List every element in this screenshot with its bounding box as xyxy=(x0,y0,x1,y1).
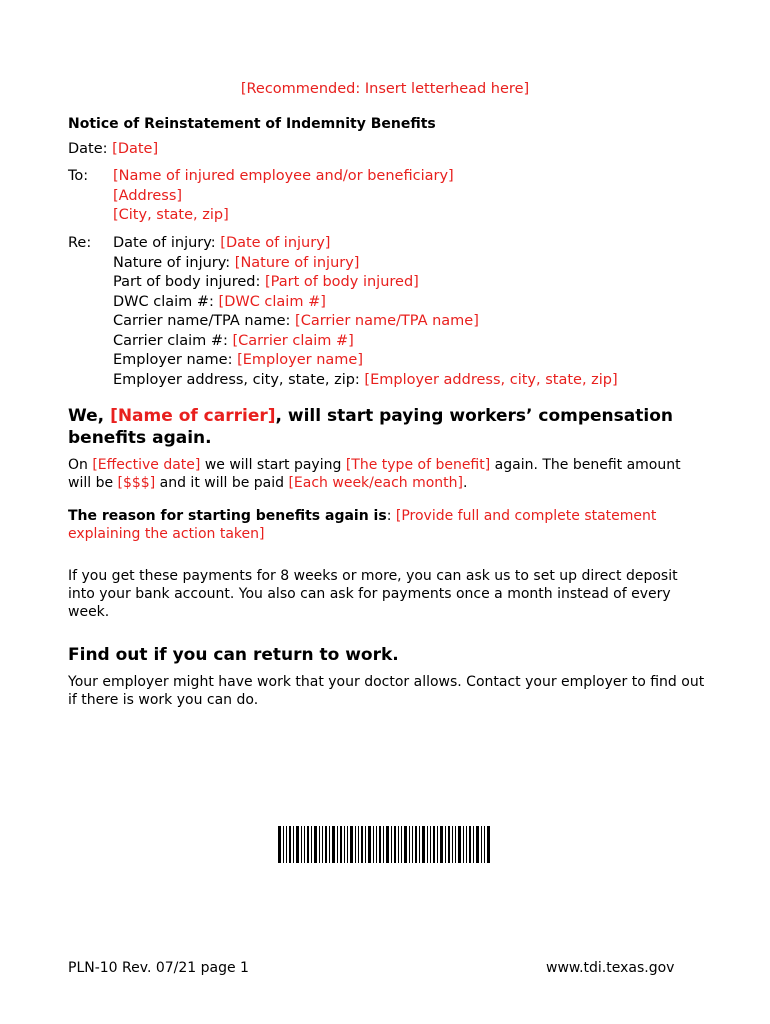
re-field: Nature of injury: [Nature of injury] xyxy=(113,254,360,271)
re-label: Re: xyxy=(68,235,92,251)
frequency-placeholder: [Each week/each month] xyxy=(288,475,463,491)
re-field: DWC claim #: [DWC claim #] xyxy=(113,293,326,310)
reason-label: The reason for starting benefits again is xyxy=(68,508,387,524)
effective-date-placeholder: [Effective date] xyxy=(92,457,201,473)
re-field: Carrier claim #: [Carrier claim #] xyxy=(113,332,354,349)
re-field: Part of body injured: [Part of body injured] xyxy=(113,274,419,290)
date-placeholder: [Date] xyxy=(112,141,159,157)
to-block xyxy=(113,167,454,226)
re-field: Employer name: [Employer name] xyxy=(113,352,363,368)
carrier-name-placeholder: [Name of carrier] xyxy=(110,406,276,426)
footer-website: www.tdi.texas.gov xyxy=(546,960,675,976)
barcode-image xyxy=(278,826,493,863)
to-label: To: xyxy=(68,168,89,184)
return-to-work-paragraph: Your employer might have work that your doctor allows. Contact your employer to find out if there is work you can do. xyxy=(68,674,705,708)
re-field: Employer address, city, state, zip: [Employer address, city, state, zip] xyxy=(113,371,618,388)
reason-placeholder: [Provide full and complete statement explaining the action taken] xyxy=(68,508,657,542)
heading-return-to-work: Find out if you can return to work. xyxy=(68,645,399,665)
to-address-placeholder: [Address] xyxy=(113,187,183,204)
amount-placeholder: [$$$] xyxy=(117,475,156,491)
to-name-placeholder: [Name of injured employee and/or beneficiary] xyxy=(113,168,454,184)
date-label: Date: xyxy=(68,141,113,157)
re-field: Date of injury: [Date of injury] xyxy=(113,235,331,251)
letterhead-placeholder: [Recommended: Insert letterhead here] xyxy=(240,81,530,97)
direct-deposit-paragraph: If you get these payments for 8 weeks or more, you can ask us to set up direct deposit into your bank account. You also can ask for payments once a month instead of every week. xyxy=(68,568,678,620)
payment-paragraph: On [Effective date] we will start paying [The type of benefit] again. The benefit amount will be [$$$] and it will be paid [Each week/each month]. xyxy=(68,457,681,491)
footer-form-id: PLN-10 Rev. 07/21 page 1 xyxy=(68,960,249,976)
re-field: Carrier name/TPA name: [Carrier name/TPA name] xyxy=(113,313,479,329)
document-title: Notice of Reinstatement of Indemnity Benefits xyxy=(68,116,436,132)
reason-paragraph: The reason for starting benefits again is: [Provide full and complete statement explaining the action taken] xyxy=(68,508,657,542)
re-block xyxy=(113,234,618,390)
benefit-type-placeholder: [The type of benefit] xyxy=(345,457,491,473)
date-line xyxy=(68,140,158,160)
heading-start-paying: We, [Name of carrier], will start paying workers’ compensation benefits again. xyxy=(68,406,673,448)
to-city-placeholder: [City, state, zip] xyxy=(113,207,229,223)
